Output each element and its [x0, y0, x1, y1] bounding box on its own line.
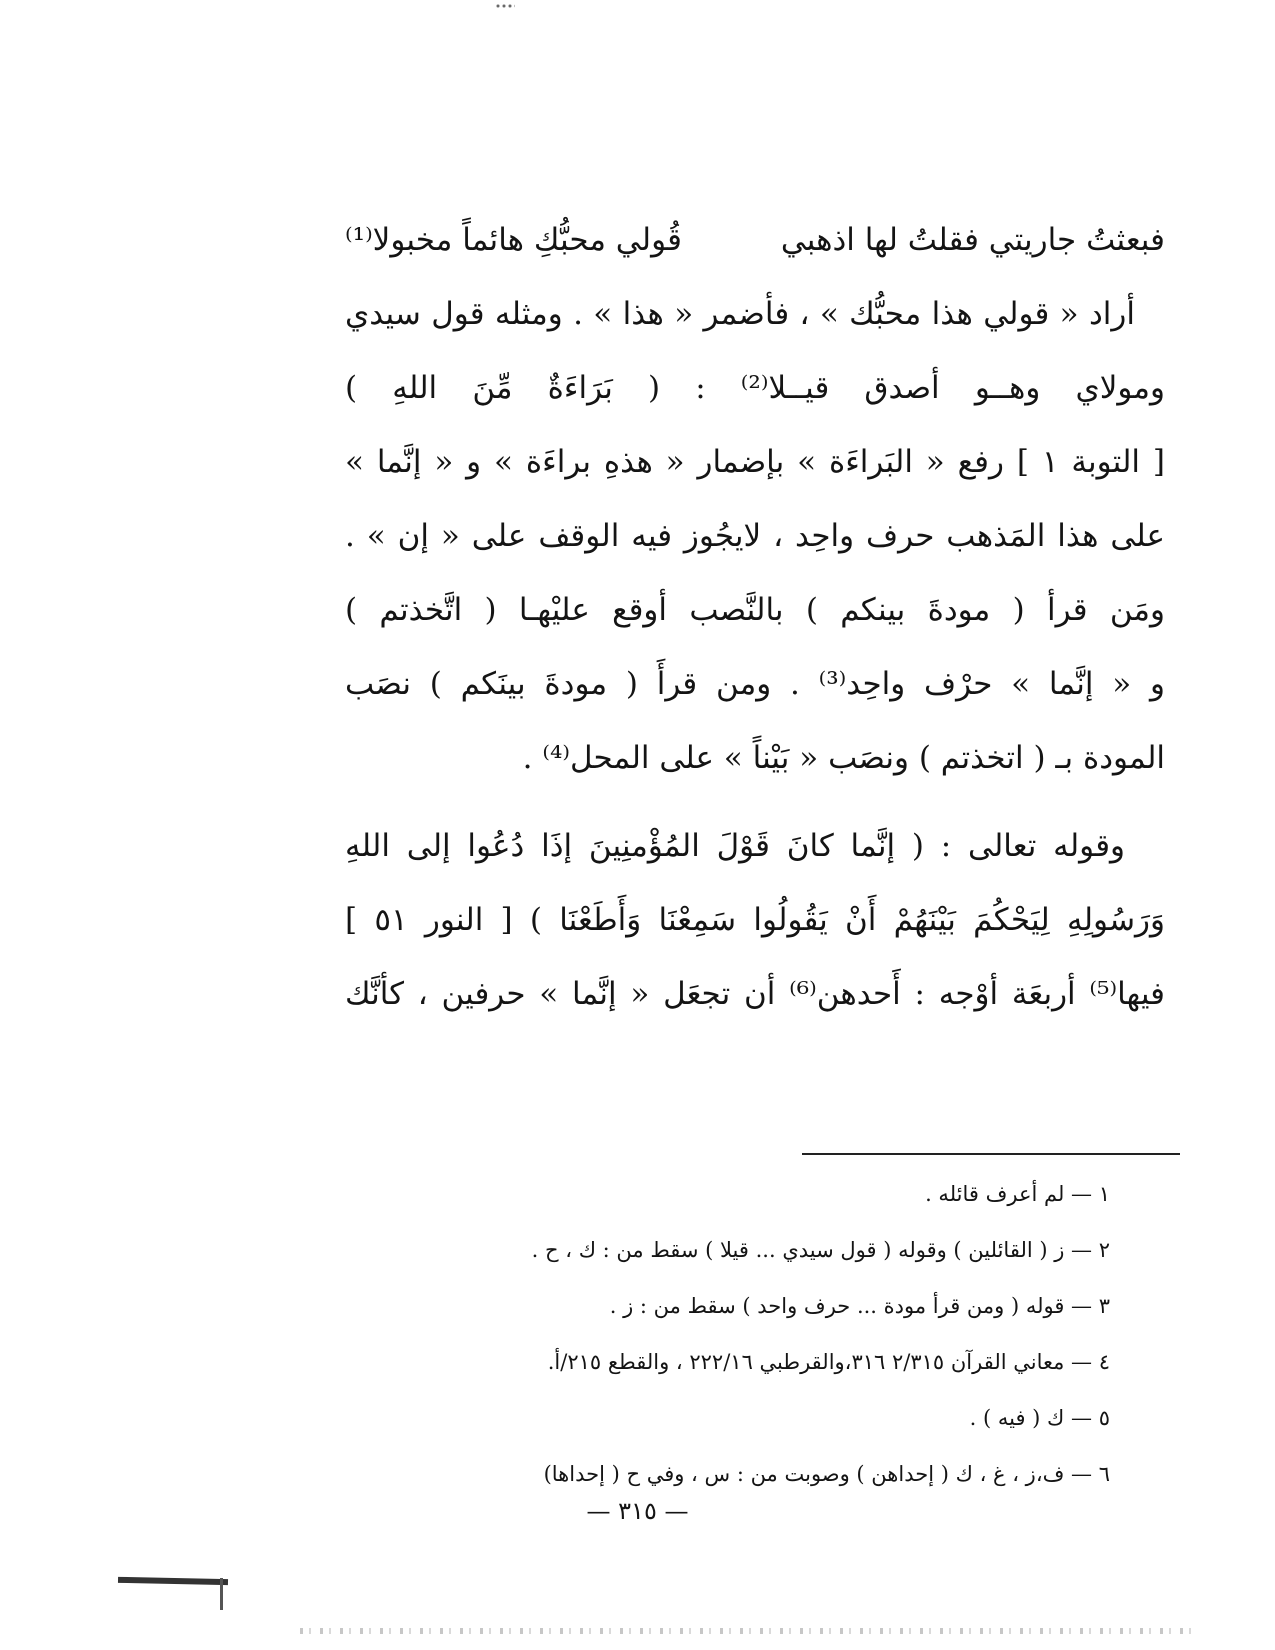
- footnote: ٣ — قوله ( ومن قرأ مودة ... حرف واحد ) سقط من : ز .: [609, 1294, 1110, 1318]
- text-line: ومَن قرأ ( مودةَ بينكم ) بالنَّصب أوقع عليْهـا ( اتَّخذتم ): [345, 592, 1165, 628]
- scan-noise: [300, 1628, 1200, 1634]
- footnote: ١ — لم أعرف قائله .: [925, 1182, 1110, 1206]
- verse-first-hemistich: فبعثتُ جاريتي فقلتُ لها اذهبي: [780, 222, 1165, 258]
- scan-artifact: [118, 1577, 228, 1585]
- poetry-verse: [345, 210, 1165, 284]
- text-line: فيها⁽⁵⁾ أربعَة أوْجه : أَحدهن⁽⁶⁾ أن تجعَل « إنَّما » حرفين ، كأنَّك: [345, 976, 1165, 1012]
- text-line: [ التوبة ١ ] رفع « البَراءَة » بإضمار « هذهِ براءَة » و « إنَّما »: [345, 444, 1166, 480]
- footnote: ٦ — ف،ز ، غ ، ك ( إحداهن ) وصوبت من : س ، وفي ح ( إحداها): [543, 1462, 1110, 1486]
- footnote-separator: [802, 1153, 1180, 1155]
- verse-second-hemistich: قُولي محبُّكِ هائماً مخبولا⁽¹⁾: [345, 222, 682, 258]
- footnote: ٢ — ز ( القائلين ) وقوله ( قول سيدي ... قيلا ) سقط من : ك ، ح .: [531, 1238, 1110, 1262]
- text-line: المودة بـ ( اتخذتم ) ونصَب « بَيْناً » على المحل⁽⁴⁾ .: [522, 740, 1165, 776]
- text-line: وَرَسُولِهِ لِيَحْكُمَ بَيْنَهُمْ أَنْ يَقُولُوا سَمِعْنَا وَأَطَعْنَا ) [ النور ٥١ ]: [345, 902, 1165, 938]
- text-line: و « إنَّما » حرْف واحِد⁽³⁾ . ومن قرأَ ( مودةَ بينَكم ) نصَب: [345, 666, 1165, 702]
- text-line: على هذا المَذهب حرف واحِد ، لايجُوز فيه الوقف على « إن » .: [345, 518, 1165, 554]
- footnote: ٥ — ك ( فيه ) .: [969, 1406, 1110, 1430]
- scan-speck: [495, 2, 515, 10]
- main-text: [345, 210, 1165, 1038]
- text-line: ومولاي وهــو أصدق قيــلا⁽²⁾ : ( بَرَاءَةٌ مِّنَ اللهِ ): [345, 370, 1165, 406]
- footnotes: [350, 1172, 1130, 1508]
- footnote: ٤ — معاني القرآن ٢/٣١٥ ٣١٦،والقرطبي ٢٢٢/١٦ ، والقطع ٢١٥/أ.: [547, 1350, 1110, 1374]
- page-number: — ٣١٥ —: [586, 1497, 689, 1525]
- text-line: وقوله تعالى : ( إنَّما كانَ قَوْلَ المُؤْمنِينَ إذَا دُعُوا إلى اللهِ: [345, 828, 1125, 864]
- scan-artifact: [220, 1578, 223, 1610]
- text-line: أراد « قولي هذا محبُّك » ، فأضمر « هذا » . ومثله قول سيدي: [345, 296, 1135, 332]
